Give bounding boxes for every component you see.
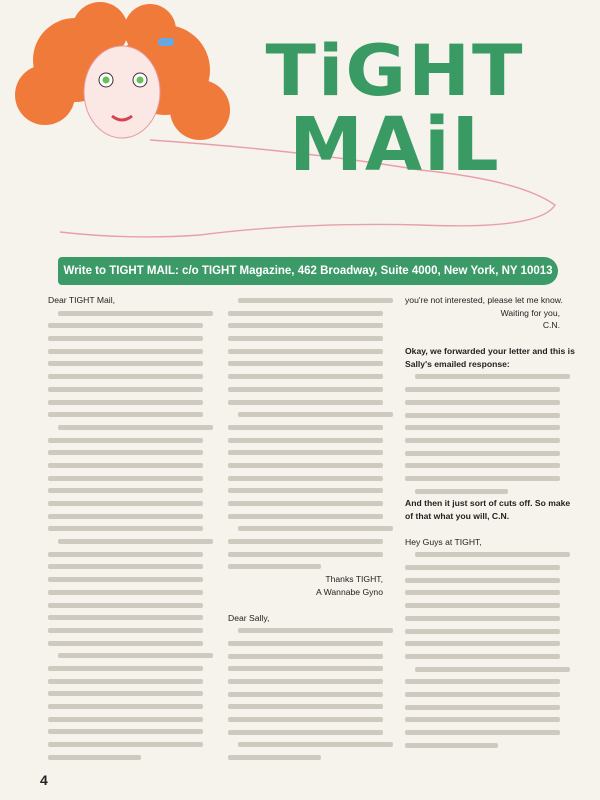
- page-number: 4: [40, 772, 48, 788]
- letter-greeting: Hey Guys at TIGHT,: [405, 536, 482, 547]
- redacted-line: [405, 701, 560, 714]
- redacted-line: [48, 522, 203, 535]
- redacted-line: [228, 383, 383, 396]
- redacted-line: [405, 396, 560, 409]
- redacted-line: [48, 713, 203, 726]
- redacted-line: [228, 446, 383, 459]
- column-2: [228, 294, 383, 764]
- redacted-line: [48, 459, 203, 472]
- redacted-line: [48, 624, 203, 637]
- redacted-line: [228, 700, 383, 713]
- redacted-line: [405, 586, 560, 599]
- face: [84, 46, 160, 138]
- redacted-line: [48, 649, 203, 662]
- redacted-line: [48, 472, 203, 485]
- magazine-section-title: TiGHT: [265, 30, 525, 112]
- redacted-line: [48, 497, 203, 510]
- redacted-line: [48, 434, 203, 447]
- column-3: [405, 294, 575, 751]
- editor-note: And then it just sort of cuts off. So make: [405, 498, 571, 509]
- redacted-line: [48, 599, 203, 612]
- redacted-line: [48, 510, 203, 523]
- redacted-line: [228, 396, 383, 409]
- redacted-body: [228, 294, 383, 573]
- redacted-line: [405, 713, 560, 726]
- redacted-line: [405, 383, 560, 396]
- redacted-line: [405, 726, 560, 739]
- redacted-line: [405, 739, 560, 752]
- redacted-line: [405, 625, 560, 638]
- redacted-line: [48, 446, 203, 459]
- redacted-body: [405, 548, 560, 751]
- redacted-line: [48, 738, 203, 751]
- redacted-line: [48, 421, 203, 434]
- redacted-line: [48, 637, 203, 650]
- redacted-line: [48, 383, 203, 396]
- redacted-line: [48, 586, 203, 599]
- redacted-line: [228, 675, 383, 688]
- redacted-body: [228, 624, 383, 764]
- redacted-line: [228, 319, 383, 332]
- redacted-line: [48, 687, 203, 700]
- redacted-line: [228, 370, 383, 383]
- redacted-line: [405, 574, 560, 587]
- redacted-line: [405, 599, 560, 612]
- address-banner: Write to TIGHT MAIL: c/o TIGHT Magazine, 462 Broadway, Suite 4000, New York, NY 10013: [58, 257, 558, 285]
- letter-signoff: Thanks TIGHT,: [325, 574, 383, 585]
- redacted-line: [48, 408, 203, 421]
- redacted-line: [228, 726, 383, 739]
- redacted-line: [48, 700, 203, 713]
- redacted-line: [228, 535, 383, 548]
- editor-note-2: of that what you will, C.N.: [405, 511, 510, 521]
- redacted-line: [405, 421, 560, 434]
- redacted-line: [405, 472, 560, 485]
- redacted-line: [228, 560, 383, 573]
- redacted-line: [228, 434, 383, 447]
- redacted-line: [48, 319, 203, 332]
- redacted-line: [228, 497, 383, 510]
- redacted-line: [228, 472, 383, 485]
- redacted-line: [228, 713, 383, 726]
- redacted-line: [228, 408, 383, 421]
- redacted-line: [405, 650, 560, 663]
- redacted-line: [405, 548, 560, 561]
- redacted-line: [48, 396, 203, 409]
- redacted-line: [228, 345, 383, 358]
- redacted-line: [228, 624, 383, 637]
- redacted-line: [48, 675, 203, 688]
- redacted-line: [405, 459, 560, 472]
- letter-signoff: Waiting for you,: [500, 307, 560, 318]
- redacted-line: [228, 459, 383, 472]
- redacted-line: [405, 485, 560, 498]
- redacted-line: [228, 751, 383, 764]
- reply-heading-2: Sally's emailed response:: [405, 358, 510, 369]
- redacted-line: [48, 548, 203, 561]
- letter-greeting: Dear Sally,: [228, 612, 270, 623]
- redacted-line: [228, 738, 383, 751]
- redacted-line: [48, 751, 203, 764]
- redacted-line: [48, 725, 203, 738]
- redacted-line: [48, 332, 203, 345]
- redacted-body: [405, 370, 560, 497]
- redacted-line: [228, 332, 383, 345]
- magazine-section-title-2: MAiL: [289, 102, 501, 188]
- redacted-line: [48, 370, 203, 383]
- redacted-line: [228, 688, 383, 701]
- redacted-line: [405, 637, 560, 650]
- redacted-line: [228, 484, 383, 497]
- redacted-line: [228, 662, 383, 675]
- hair-clip: [158, 38, 174, 46]
- redacted-line: [405, 561, 560, 574]
- redacted-line: [228, 421, 383, 434]
- letter-line: you're not interested, please let me know.: [405, 295, 563, 305]
- redacted-line: [48, 560, 203, 573]
- redacted-line: [228, 294, 383, 307]
- redacted-line: [405, 688, 560, 701]
- redacted-line: [48, 535, 203, 548]
- redacted-line: [48, 484, 203, 497]
- reply-heading: Okay, we forwarded your letter and this is: [405, 346, 575, 357]
- redacted-line: [48, 357, 203, 370]
- letter-greeting: Dear TIGHT Mail,: [48, 295, 116, 305]
- redacted-line: [228, 510, 383, 523]
- redacted-line: [228, 548, 383, 561]
- redacted-line: [48, 573, 203, 586]
- redacted-line: [48, 611, 203, 624]
- letter-signature: C.N.: [542, 320, 560, 331]
- redacted-line: [228, 307, 383, 320]
- redacted-line: [228, 357, 383, 370]
- redacted-line: [228, 637, 383, 650]
- redacted-line: [228, 522, 383, 535]
- redacted-line: [405, 612, 560, 625]
- redacted-line: [48, 662, 203, 675]
- redacted-line: [405, 663, 560, 676]
- redacted-body: [48, 307, 203, 764]
- redacted-line: [405, 434, 560, 447]
- letter-signature: A Wannabe Gyno: [315, 586, 383, 597]
- column-1: [48, 294, 203, 763]
- redacted-line: [405, 447, 560, 460]
- redacted-line: [405, 675, 560, 688]
- redacted-line: [48, 307, 203, 320]
- redacted-line: [228, 650, 383, 663]
- redacted-line: [405, 409, 560, 422]
- redacted-line: [405, 370, 560, 383]
- redacted-line: [48, 345, 203, 358]
